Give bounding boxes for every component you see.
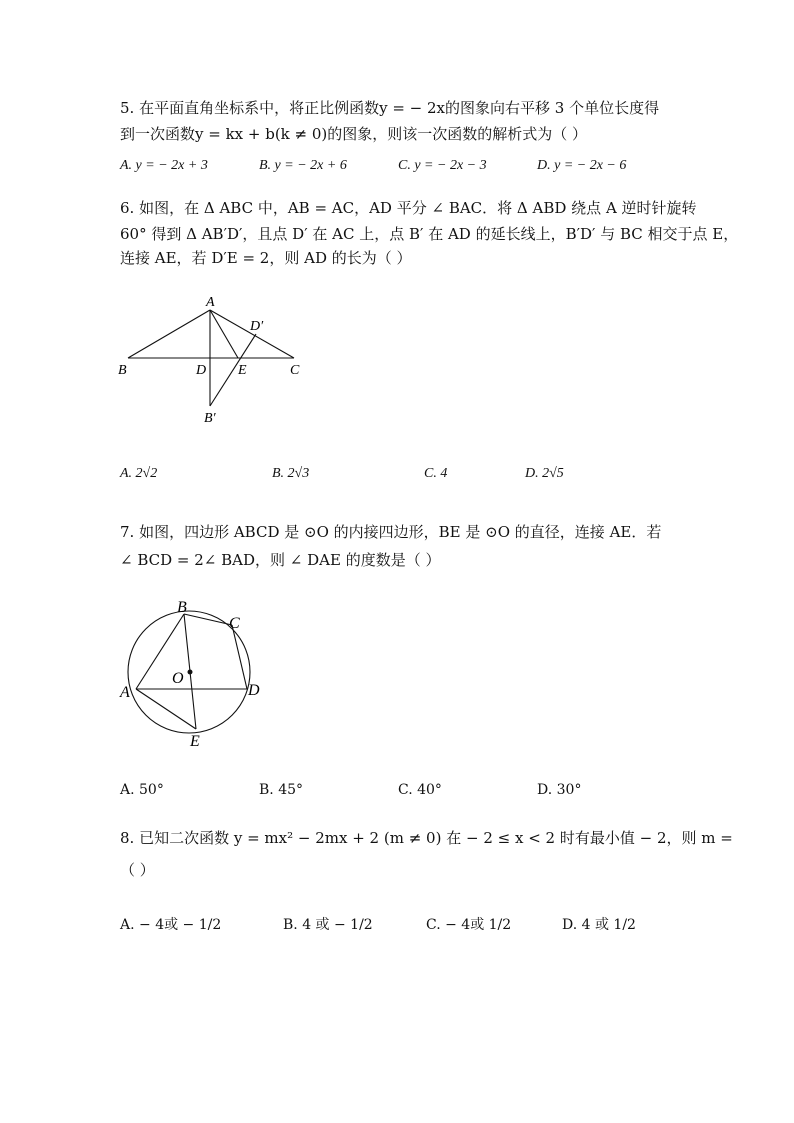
center-point: [188, 670, 193, 675]
label-c: C: [229, 615, 240, 632]
q8-option-d: D. 4 或 1/2: [562, 917, 636, 933]
q8-option-a: A. − 4或 − 1/2: [120, 917, 222, 933]
q5-stem-line2: 到一次函数y = kx + b(k ≠ 0)的图象，则该一次函数的解析式为（ ）: [120, 125, 588, 143]
q5-option-b: B. y = − 2x + 6: [259, 158, 347, 173]
segment-ac: [210, 310, 294, 358]
q5-option-a: A. y = − 2x + 3: [120, 158, 208, 173]
q7-circle-figure: [114, 596, 274, 752]
label-o: O: [172, 670, 184, 687]
segment-ab: [128, 310, 210, 358]
segment-bc: [184, 614, 232, 625]
q6-stem-line2: 60° 得到 Δ AB′D′，且点 D′ 在 AC 上，点 B′ 在 AD 的延长线上，B′D′ 与 BC 相交于点 E，: [120, 225, 739, 243]
q7-stem-line2: ∠ BCD = 2∠ BAD，则 ∠ DAE 的度数是（ ）: [120, 551, 441, 569]
label-a: A: [120, 684, 130, 701]
label-c: C: [290, 363, 300, 378]
q5-option-c: C. y = − 2x − 3: [398, 158, 487, 173]
label-b-prime: B′: [204, 411, 216, 426]
q8-option-c: C. − 4或 1/2: [426, 917, 512, 933]
label-d: D: [248, 682, 260, 699]
label-b: B: [177, 599, 187, 616]
q6-stem-line1: 6. 如图，在 Δ ABC 中，AB = AC，AD 平分 ∠ BAC．将 Δ ABD 绕点 A 逆时针旋转: [120, 199, 697, 217]
q5-option-d: D. y = − 2x − 6: [537, 158, 627, 173]
q5-stem-line1: 5. 在平面直角坐标系中，将正比例函数y = − 2x的图象向右平移 3 个单位长度得: [120, 99, 660, 117]
q7-option-d: D. 30°: [537, 782, 582, 798]
q8-option-b: B. 4 或 − 1/2: [283, 917, 373, 933]
label-d-prime: D′: [250, 319, 264, 334]
q6-triangle-figure: [110, 288, 320, 428]
segment-ae: [210, 310, 238, 358]
q7-option-b: B. 45°: [259, 782, 304, 798]
q6-option-d: D. 2√5: [525, 466, 564, 481]
segment-ae: [136, 689, 196, 729]
label-b: B: [118, 363, 127, 378]
q7-stem-line1: 7. 如图，四边形 ABCD 是 ⊙O 的内接四边形，BE 是 ⊙O 的直径，连接 AE．若: [120, 523, 662, 541]
q6-stem-line3: 连接 AE，若 D′E = 2，则 AD 的长为（ ）: [120, 249, 412, 267]
q6-option-a: A. 2√2: [120, 466, 158, 481]
q7-option-a: A. 50°: [120, 782, 164, 798]
label-a: A: [206, 295, 215, 310]
q7-option-c: C. 40°: [398, 782, 442, 798]
q6-option-b: B. 2√3: [272, 466, 310, 481]
q6-option-c: C. 4: [424, 466, 448, 481]
label-e: E: [238, 363, 247, 378]
segment-cd: [232, 625, 247, 689]
label-d: D: [196, 363, 207, 378]
q8-stem-line1: 8. 已知二次函数 y = mx² − 2mx + 2 (m ≠ 0) 在 − 2 ≤ x < 2 时有最小值 − 2，则 m =: [120, 829, 733, 847]
segment-b-prime-d-prime: [210, 334, 256, 406]
label-e: E: [190, 733, 200, 750]
q8-stem-line2: （ ）: [120, 861, 155, 879]
